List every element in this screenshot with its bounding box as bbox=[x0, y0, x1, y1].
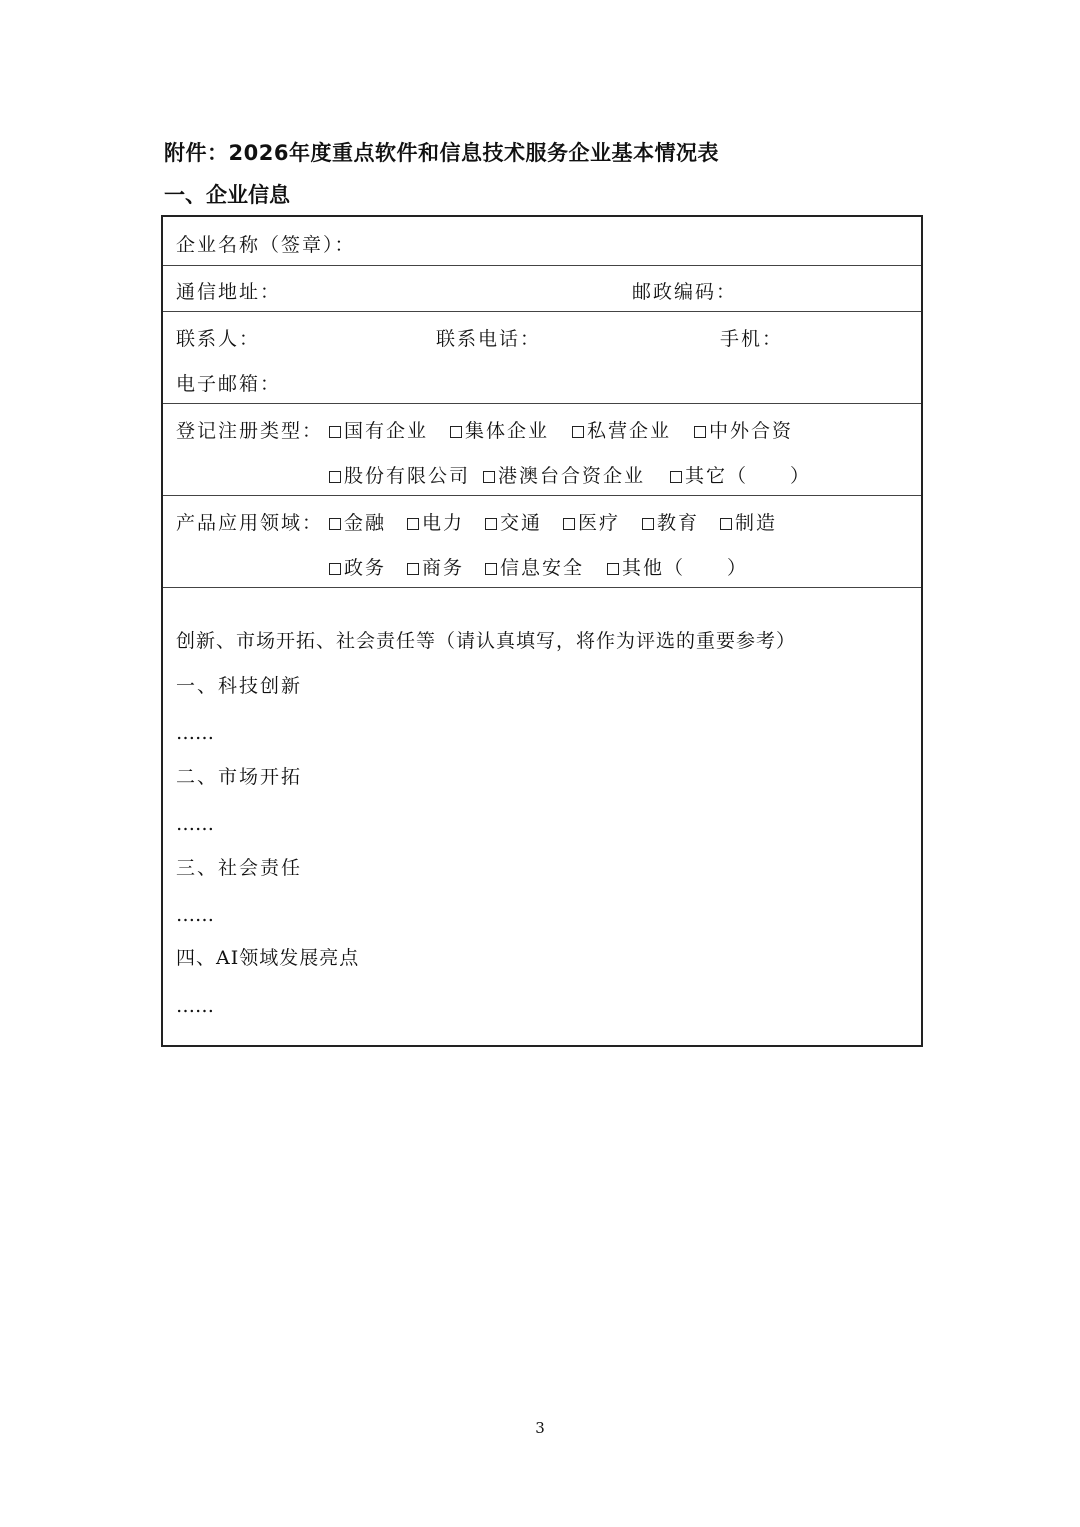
registration-type-label: 登记注册类型： bbox=[176, 420, 324, 442]
registration-type-row bbox=[163, 403, 921, 496]
page-number: 3 bbox=[535, 1419, 545, 1437]
enterprise-info-table bbox=[161, 215, 923, 1047]
narrative-heading: 一、科技创新 bbox=[176, 675, 303, 697]
contact-person-label: 联系人： bbox=[176, 328, 261, 350]
narrative-heading: 三、社会责任 bbox=[176, 857, 303, 879]
checkbox[interactable] bbox=[483, 471, 495, 483]
checkbox[interactable] bbox=[329, 563, 341, 575]
registration-option[interactable]: 中外合资 bbox=[694, 417, 793, 445]
application-option[interactable]: 金融 bbox=[329, 509, 386, 537]
checkbox[interactable] bbox=[329, 471, 341, 483]
checkbox[interactable] bbox=[694, 426, 706, 438]
company-name-row bbox=[163, 217, 921, 266]
section-heading: 一、企业信息 bbox=[164, 183, 290, 207]
checkbox[interactable] bbox=[670, 471, 682, 483]
company-name-label: 企业名称（签章）： bbox=[176, 234, 356, 256]
address-label: 通信地址： bbox=[176, 281, 282, 303]
checkbox[interactable] bbox=[407, 518, 419, 530]
checkbox[interactable] bbox=[642, 518, 654, 530]
checkbox[interactable] bbox=[329, 426, 341, 438]
checkbox[interactable] bbox=[329, 518, 341, 530]
registration-option[interactable]: 港澳台合资企业 bbox=[483, 462, 645, 490]
contact-phone-label: 联系电话： bbox=[436, 328, 542, 350]
application-option[interactable]: 教育 bbox=[642, 509, 699, 537]
checkbox[interactable] bbox=[407, 563, 419, 575]
checkbox[interactable] bbox=[450, 426, 462, 438]
application-option[interactable]: 其他（ ） bbox=[607, 554, 748, 582]
application-field-row bbox=[163, 495, 921, 588]
registration-option[interactable]: 私营企业 bbox=[572, 417, 671, 445]
email-label: 电子邮箱： bbox=[176, 373, 282, 395]
postal-code-label: 邮政编码： bbox=[632, 281, 738, 303]
narrative-intro: 创新、市场开拓、社会责任等（请认真填写，将作为评选的重要参考） bbox=[176, 630, 797, 652]
application-option[interactable]: 信息安全 bbox=[485, 554, 584, 582]
application-option[interactable]: 制造 bbox=[720, 509, 777, 537]
address-row bbox=[163, 265, 921, 312]
registration-option[interactable]: 其它（ ） bbox=[670, 462, 811, 490]
checkbox[interactable] bbox=[563, 518, 575, 530]
application-option[interactable]: 政务 bbox=[329, 554, 386, 582]
registration-option[interactable]: 国有企业 bbox=[329, 417, 428, 445]
application-option[interactable]: 医疗 bbox=[563, 509, 620, 537]
checkbox[interactable] bbox=[485, 563, 497, 575]
narrative-heading: 四、AI领域发展亮点 bbox=[176, 947, 360, 969]
checkbox[interactable] bbox=[720, 518, 732, 530]
application-option[interactable]: 交通 bbox=[485, 509, 542, 537]
application-option[interactable]: 商务 bbox=[407, 554, 464, 582]
narrative-content[interactable]: …… bbox=[176, 813, 214, 835]
narrative-content[interactable]: …… bbox=[176, 904, 214, 926]
application-field-label: 产品应用领域： bbox=[176, 512, 324, 534]
application-option[interactable]: 电力 bbox=[407, 509, 464, 537]
registration-option[interactable]: 集体企业 bbox=[450, 417, 549, 445]
registration-option[interactable]: 股份有限公司 bbox=[329, 462, 470, 490]
contact-row bbox=[163, 311, 921, 404]
narrative-heading: 二、市场开拓 bbox=[176, 766, 303, 788]
document-title: 附件：2026年度重点软件和信息技术服务企业基本情况表 bbox=[164, 141, 719, 165]
narrative-content[interactable]: …… bbox=[176, 995, 214, 1017]
narrative-content[interactable]: …… bbox=[176, 722, 214, 744]
narrative-row[interactable] bbox=[163, 587, 921, 1045]
checkbox[interactable] bbox=[607, 563, 619, 575]
checkbox[interactable] bbox=[572, 426, 584, 438]
mobile-label: 手机： bbox=[720, 328, 784, 350]
checkbox[interactable] bbox=[485, 518, 497, 530]
